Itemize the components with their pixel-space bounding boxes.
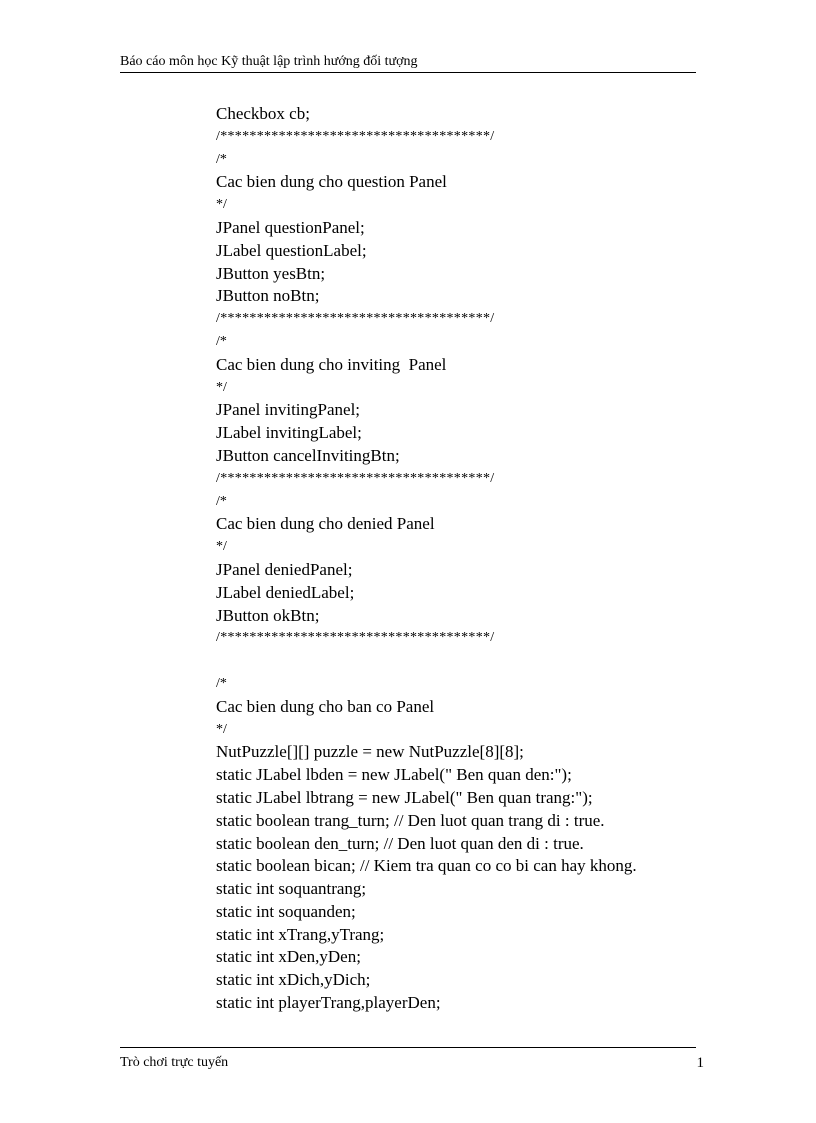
separator-line: /*************************************/ — [216, 630, 495, 646]
code-line: static int xDen,yDen; — [216, 947, 361, 967]
page-header — [120, 52, 696, 73]
code-line: JPanel invitingPanel; — [216, 400, 361, 420]
code-line: static int soquantrang; — [216, 879, 367, 899]
code-line: */ — [216, 539, 227, 555]
separator-line: /*************************************/ — [216, 311, 495, 327]
footer-title: Trò chơi trực tuyến — [120, 1055, 229, 1070]
code-line: Cac bien dung cho ban co Panel — [216, 696, 435, 716]
header-title: Báo cáo môn học Kỹ thuật lập trình hướng đối tượng — [120, 54, 418, 69]
code-line: /* — [216, 675, 227, 691]
code-line: static JLabel lbden = new JLabel(" Ben quan den:"); — [216, 765, 572, 785]
code-line: static int soquanden; — [216, 901, 356, 921]
code-line: JButton okBtn; — [216, 605, 320, 625]
code-line: NutPuzzle[][] puzzle = new NutPuzzle[8][8]; — [216, 742, 524, 762]
code-listing — [216, 103, 736, 1015]
code-line: JButton noBtn; — [216, 286, 320, 306]
page-footer — [120, 1047, 704, 1072]
code-line: JButton cancelInvitingBtn; — [216, 445, 400, 465]
code-line: /* — [216, 151, 227, 167]
code-line: JLabel questionLabel; — [216, 240, 367, 260]
code-line: Cac bien dung cho inviting Panel — [216, 354, 447, 374]
code-line: */ — [216, 721, 227, 737]
code-line: Checkbox cb; — [216, 104, 310, 123]
code-line: static int playerTrang,playerDen; — [216, 993, 441, 1013]
code-line: static boolean trang_turn; // Den luot quan trang di : true. — [216, 810, 605, 830]
code-line: JPanel deniedPanel; — [216, 559, 353, 579]
code-line: */ — [216, 197, 227, 213]
code-line: static int xDich,yDich; — [216, 970, 371, 990]
code-line: static boolean den_turn; // Den luot quan den di : true. — [216, 833, 584, 853]
code-line: JButton yesBtn; — [216, 263, 326, 283]
separator-line: /*************************************/ — [216, 470, 495, 486]
separator-line: /*************************************/ — [216, 128, 495, 144]
code-line: Cac bien dung cho question Panel — [216, 172, 447, 192]
code-line: /* — [216, 333, 227, 349]
code-line: static boolean bican; // Kiem tra quan co co bi can hay khong. — [216, 856, 637, 876]
code-line: JPanel questionPanel; — [216, 217, 365, 237]
code-line: Cac bien dung cho denied Panel — [216, 514, 435, 534]
page-number: 1 — [696, 1055, 704, 1071]
blank-line — [216, 650, 736, 673]
code-line: */ — [216, 379, 227, 395]
code-line: static JLabel lbtrang = new JLabel(" Ben quan trang:"); — [216, 787, 593, 807]
code-line: JLabel deniedLabel; — [216, 582, 355, 602]
code-line: static int xTrang,yTrang; — [216, 924, 385, 944]
code-line: /* — [216, 493, 227, 509]
code-line: JLabel invitingLabel; — [216, 423, 362, 443]
